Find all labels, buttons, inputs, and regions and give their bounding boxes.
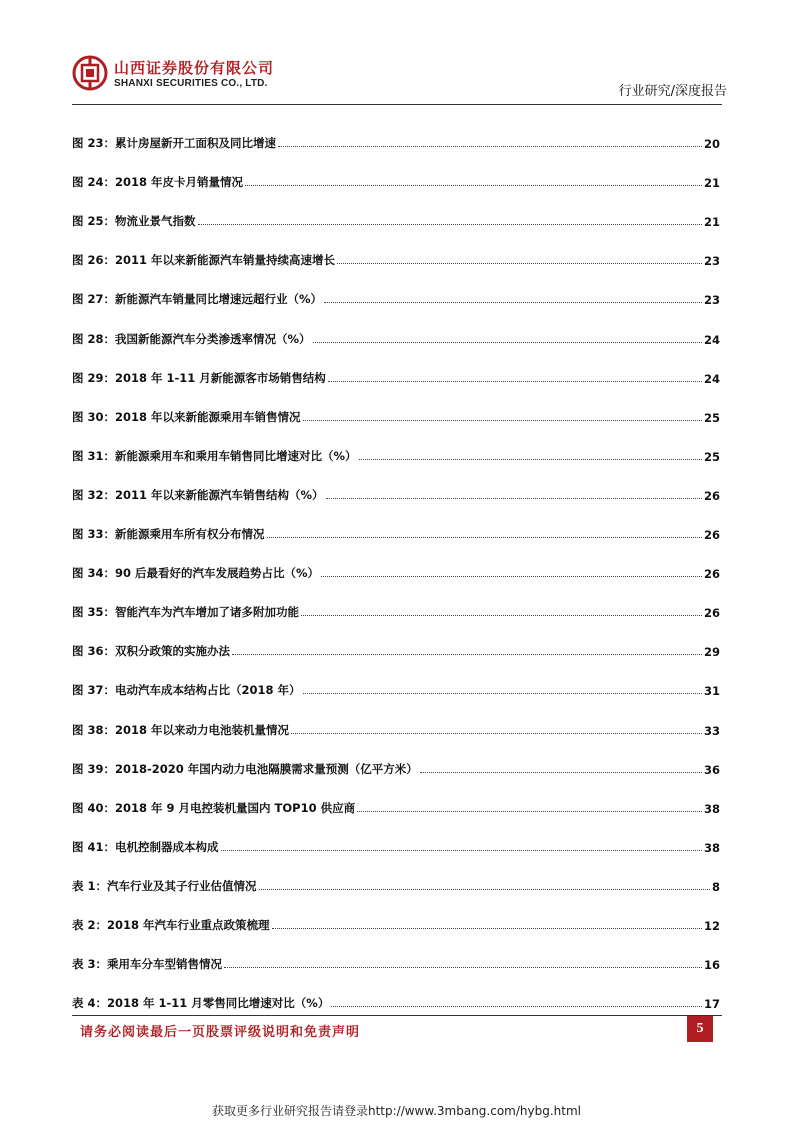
toc-entry[interactable] bbox=[72, 972, 720, 1011]
toc-entry-page: 29 bbox=[703, 645, 720, 660]
toc-entry-page: 17 bbox=[703, 997, 720, 1012]
toc-entry[interactable] bbox=[72, 229, 720, 268]
toc-leader-dots bbox=[198, 223, 702, 225]
toc-entry-page: 21 bbox=[703, 176, 720, 191]
toc-entry-label: 图 23：累计房屋新开工面积及同比增速 bbox=[72, 136, 277, 151]
toc-leader-dots bbox=[245, 184, 702, 186]
toc-entry-label: 图 29：2018 年 1-11 月新能源客市场销售结构 bbox=[72, 370, 326, 385]
toc-entry-label: 表 4：2018 年 1-11 月零售同比增速对比（%） bbox=[72, 996, 330, 1011]
bottom-note: 获取更多行业研究报告请登录http://www.3mbang.com/hybg.html bbox=[211, 1104, 581, 1118]
toc-leader-dots bbox=[232, 653, 702, 655]
toc-entry[interactable] bbox=[72, 151, 720, 190]
header-divider bbox=[72, 104, 722, 105]
toc-entry[interactable] bbox=[72, 738, 720, 777]
toc-leader-dots bbox=[303, 692, 702, 694]
toc-entry-label: 图 30：2018 年以来新能源乘用车销售情况 bbox=[72, 409, 301, 424]
page-number: 5 bbox=[687, 1016, 713, 1042]
toc-entry-page: 21 bbox=[703, 215, 720, 230]
toc-entry-page: 26 bbox=[703, 528, 720, 543]
toc-entry[interactable] bbox=[72, 347, 720, 386]
toc-leader-dots bbox=[321, 575, 702, 577]
toc-leader-dots bbox=[221, 849, 702, 851]
toc-leader-dots bbox=[267, 536, 702, 538]
footer-divider bbox=[72, 1015, 722, 1016]
toc-entry-label: 图 39：2018-2020 年国内动力电池隔膜需求量预测（亿平方米） bbox=[72, 761, 418, 776]
toc-entry-page: 31 bbox=[703, 684, 720, 699]
toc-entry[interactable] bbox=[72, 698, 720, 737]
toc-entry-label: 表 3：乘用车分车型销售情况 bbox=[72, 957, 223, 972]
toc-entry-label: 图 31：新能源乘用车和乘用车销售同比增速对比（%） bbox=[72, 448, 357, 463]
toc-leader-dots bbox=[303, 419, 702, 421]
toc-entry-page: 33 bbox=[703, 723, 720, 738]
toc-entry-label: 图 27：新能源汽车销量同比增速远超行业（%） bbox=[72, 292, 323, 307]
toc-entry-page: 24 bbox=[703, 371, 720, 386]
report-type: 行业研究/深度报告 bbox=[618, 84, 727, 99]
toc-entry-page: 26 bbox=[703, 606, 720, 621]
toc-entry-label: 图 33：新能源乘用车所有权分布情况 bbox=[72, 527, 265, 542]
company-name-en: SHANXI SECURITIES CO., LTD. bbox=[114, 78, 268, 89]
toc-leader-dots bbox=[278, 145, 702, 147]
toc-entry-page: 25 bbox=[703, 449, 720, 464]
toc-entry[interactable] bbox=[72, 425, 720, 464]
toc-entry-label: 图 41：电机控制器成本构成 bbox=[72, 839, 219, 854]
toc-entry[interactable] bbox=[72, 894, 720, 933]
toc-leader-dots bbox=[259, 888, 710, 890]
toc-entry[interactable] bbox=[72, 190, 720, 229]
toc-leader-dots bbox=[224, 966, 702, 968]
toc-entry[interactable] bbox=[72, 933, 720, 972]
toc-entry-page: 38 bbox=[703, 840, 720, 855]
company-name-cn: 山西证券股份有限公司 bbox=[114, 59, 275, 77]
toc-entry-page: 23 bbox=[703, 254, 720, 269]
toc-entry-label: 图 35：智能汽车为汽车增加了诸多附加功能 bbox=[72, 605, 300, 620]
toc-leader-dots bbox=[328, 380, 702, 382]
toc-entry[interactable] bbox=[72, 112, 720, 151]
toc-entry[interactable] bbox=[72, 464, 720, 503]
toc-entry-label: 图 24：2018 年皮卡月销量情况 bbox=[72, 175, 244, 190]
toc-entry[interactable] bbox=[72, 777, 720, 816]
toc-entry[interactable] bbox=[72, 620, 720, 659]
toc-entry-label: 图 26：2011 年以来新能源汽车销量持续高速增长 bbox=[72, 253, 336, 268]
toc-entry-page: 16 bbox=[703, 958, 720, 973]
toc-entry-label: 图 40：2018 年 9 月电控装机量国内 TOP10 供应商 bbox=[72, 800, 356, 815]
table-of-figures bbox=[72, 112, 720, 1011]
toc-entry-page: 12 bbox=[703, 918, 720, 933]
toc-entry-label: 图 32：2011 年以来新能源汽车销售结构（%） bbox=[72, 487, 324, 502]
toc-entry-page: 36 bbox=[703, 762, 720, 777]
toc-leader-dots bbox=[324, 301, 702, 303]
disclaimer: 请务必阅读最后一页股票评级说明和免责声明 bbox=[80, 1025, 361, 1040]
toc-leader-dots bbox=[331, 1005, 702, 1007]
toc-entry-label: 图 34：90 后最看好的汽车发展趋势占比（%） bbox=[72, 566, 320, 581]
toc-entry[interactable] bbox=[72, 855, 720, 894]
toc-entry-label: 表 2：2018 年汽车行业重点政策梳理 bbox=[72, 917, 270, 932]
toc-entry[interactable] bbox=[72, 581, 720, 620]
toc-entry-page: 8 bbox=[711, 879, 720, 894]
toc-entry-page: 25 bbox=[703, 410, 720, 425]
toc-entry-label: 图 36：双积分政策的实施办法 bbox=[72, 644, 231, 659]
toc-leader-dots bbox=[357, 810, 702, 812]
toc-entry-page: 26 bbox=[703, 567, 720, 582]
toc-leader-dots bbox=[359, 458, 702, 460]
toc-entry-page: 26 bbox=[703, 488, 720, 503]
toc-entry-label: 图 38：2018 年以来动力电池装机量情况 bbox=[72, 722, 290, 737]
toc-entry[interactable] bbox=[72, 659, 720, 698]
toc-entry[interactable] bbox=[72, 386, 720, 425]
toc-entry-label: 图 37：电动汽车成本结构占比（2018 年） bbox=[72, 683, 301, 698]
toc-entry-page: 24 bbox=[703, 332, 720, 347]
toc-entry-page: 38 bbox=[703, 801, 720, 816]
toc-leader-dots bbox=[272, 927, 702, 929]
toc-leader-dots bbox=[291, 732, 702, 734]
toc-leader-dots bbox=[337, 262, 702, 264]
company-logo-icon bbox=[72, 55, 108, 91]
toc-leader-dots bbox=[326, 497, 702, 499]
toc-entry[interactable] bbox=[72, 503, 720, 542]
toc-leader-dots bbox=[313, 341, 702, 343]
toc-leader-dots bbox=[301, 614, 702, 616]
toc-entry[interactable] bbox=[72, 542, 720, 581]
toc-entry-label: 图 28：我国新能源汽车分类渗透率情况（%） bbox=[72, 331, 311, 346]
toc-entry-page: 23 bbox=[703, 293, 720, 308]
toc-entry[interactable] bbox=[72, 816, 720, 855]
toc-entry-label: 表 1：汽车行业及其子行业估值情况 bbox=[72, 878, 257, 893]
toc-entry[interactable] bbox=[72, 307, 720, 346]
toc-entry-label: 图 25：物流业景气指数 bbox=[72, 214, 196, 229]
toc-entry[interactable] bbox=[72, 268, 720, 307]
toc-entry-page: 20 bbox=[703, 137, 720, 152]
toc-leader-dots bbox=[420, 771, 702, 773]
